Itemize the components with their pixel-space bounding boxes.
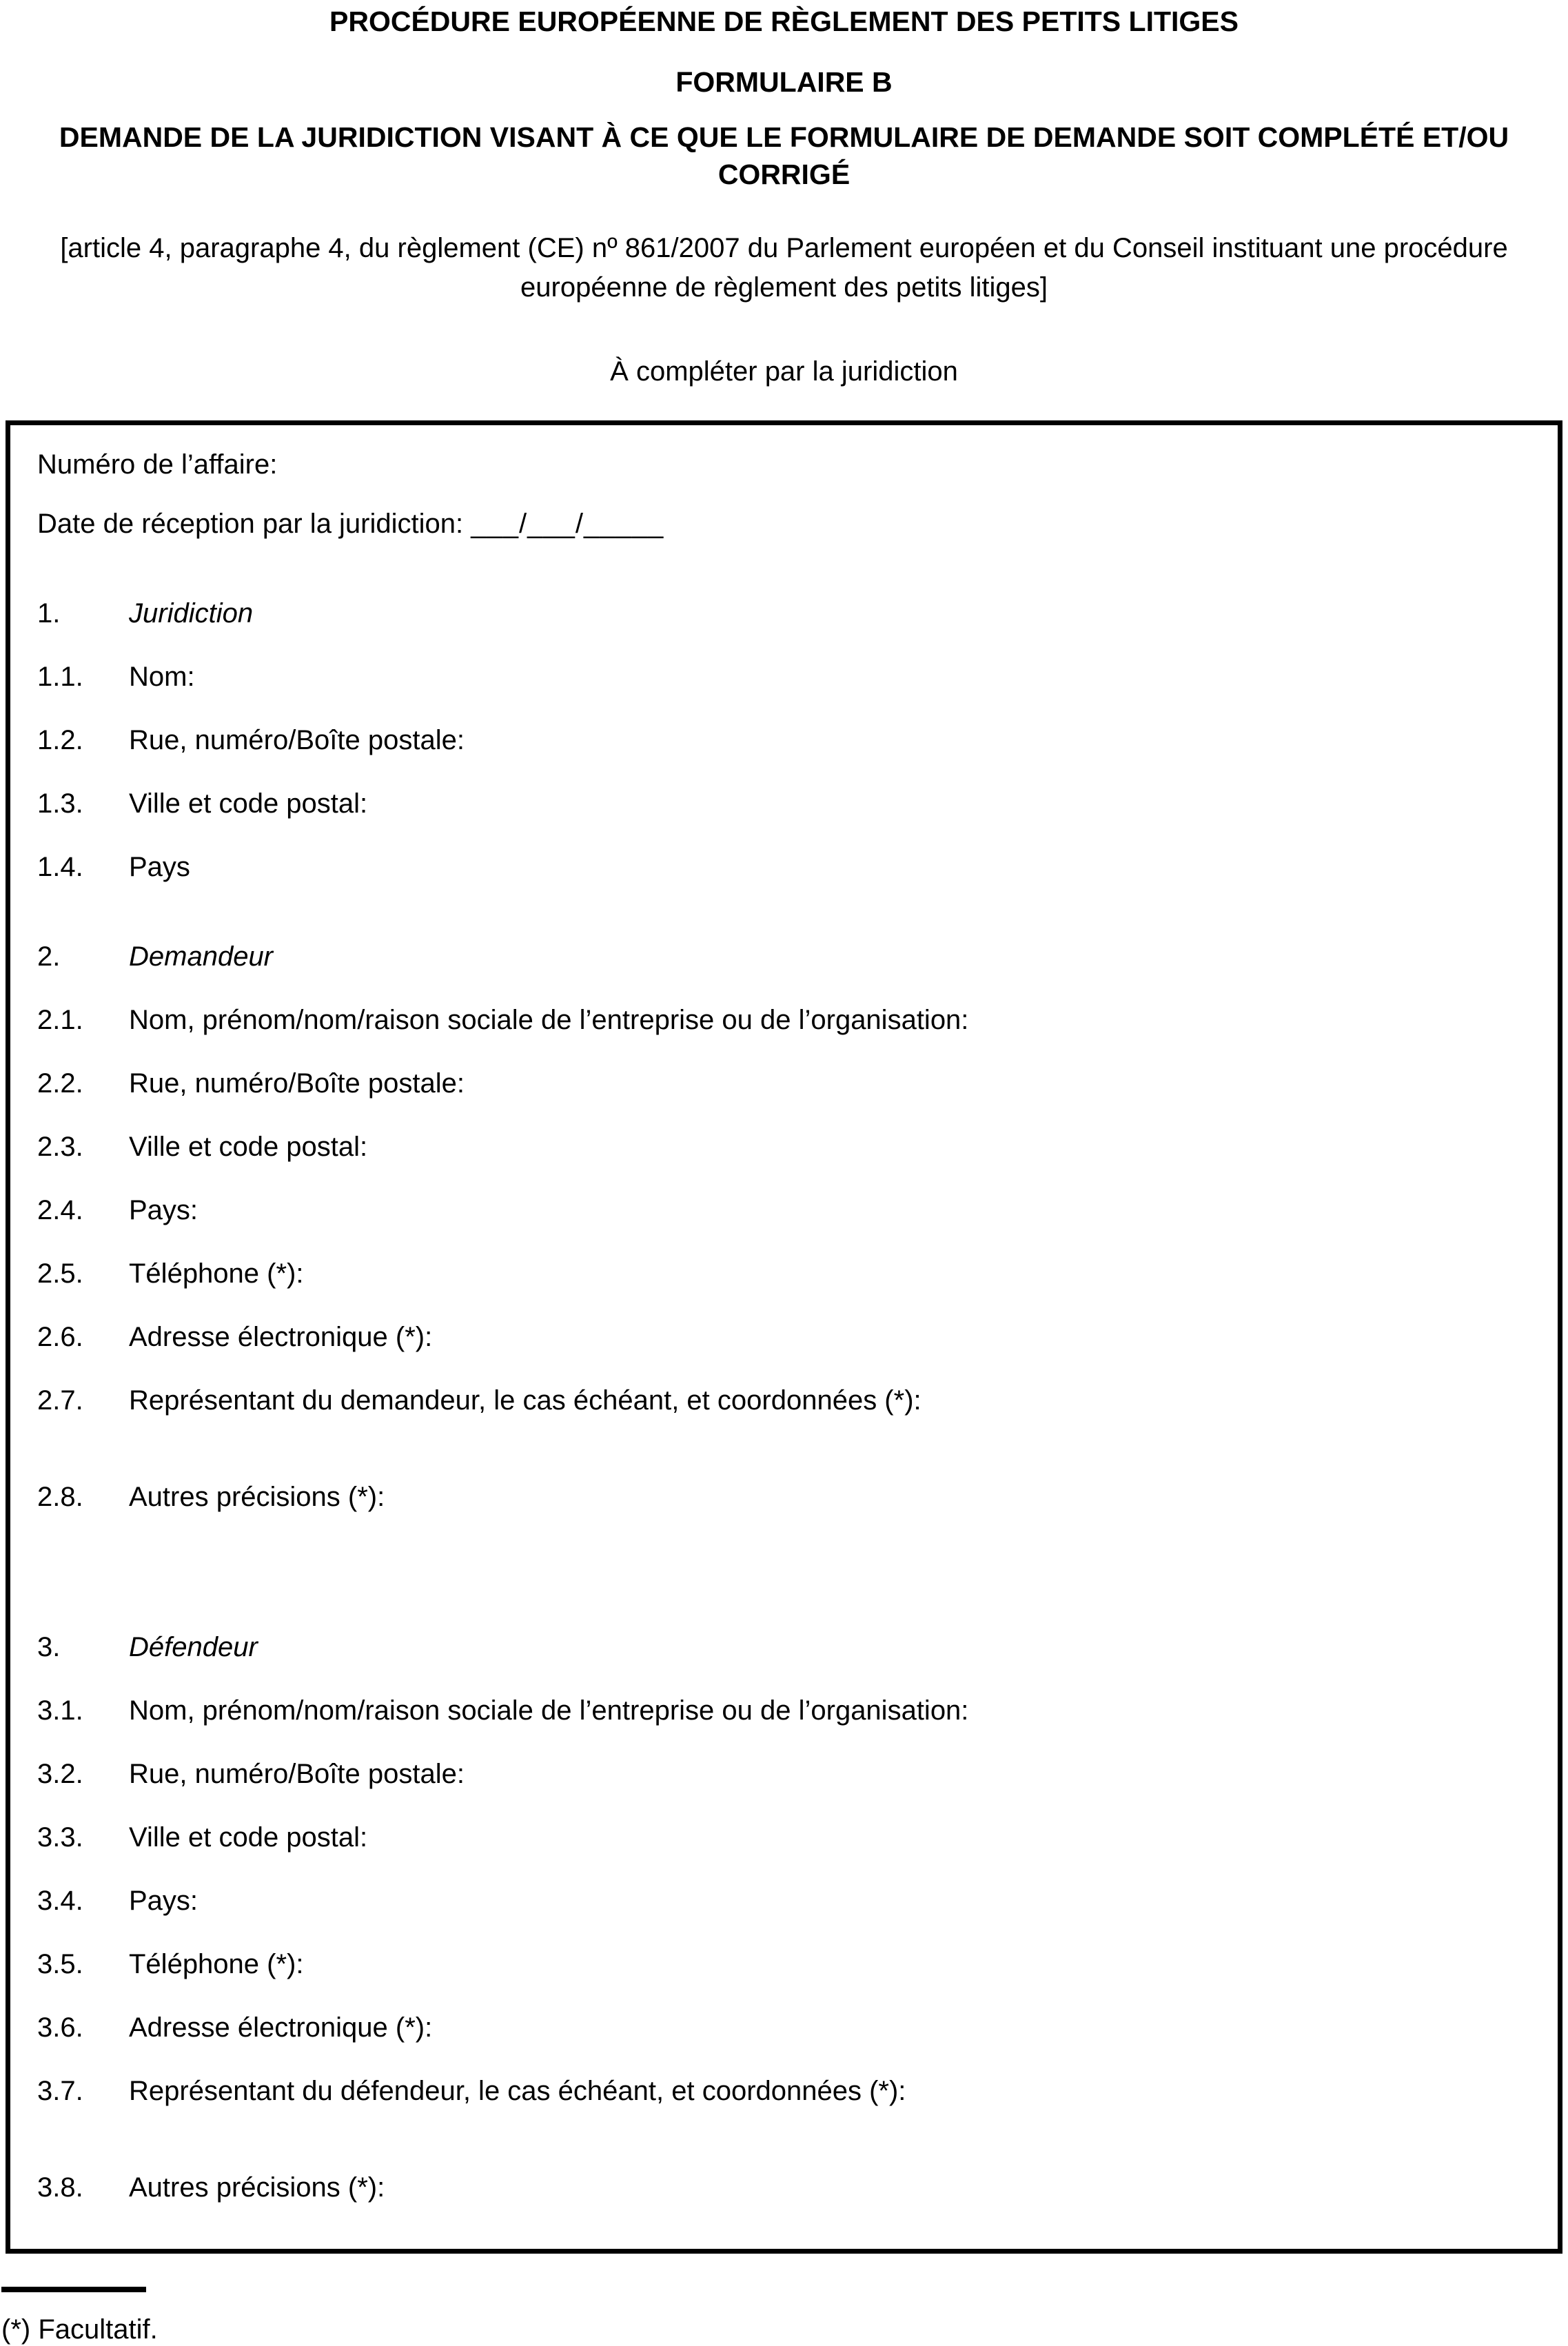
item-label: Adresse électronique (*):: [129, 1322, 433, 1352]
section-label: Demandeur: [129, 941, 274, 972]
form-row: [37, 1130, 1530, 1164]
form-row: [37, 1757, 1530, 1791]
item-number: 3.8.: [37, 2172, 83, 2203]
item-label: Représentant du demandeur, le cas échéant, et coordonnées (*):: [129, 1385, 922, 1416]
item-label: Nom, prénom/nom/raison sociale de l’entreprise ou de l’organisation:: [129, 1695, 969, 1726]
item-label: Représentant du défendeur, le cas échéant, et coordonnées (*):: [129, 2076, 906, 2106]
footnote: [1, 2287, 1568, 2346]
reception-date-line: [37, 507, 1530, 541]
court-instruction: À compléter par la juridiction: [610, 356, 958, 387]
item-label: Adresse électronique (*):: [129, 2012, 433, 2043]
item-label: Téléphone (*):: [129, 1949, 304, 1979]
item-label: Pays:: [129, 1886, 198, 1916]
form-row: [37, 1320, 1530, 1354]
item-number: 2.6.: [37, 1322, 83, 1352]
item-number: 2.4.: [37, 1195, 83, 1225]
item-number: 3.7.: [37, 2076, 83, 2106]
form-name-title: FORMULAIRE B: [675, 66, 893, 98]
form-box: [6, 420, 1562, 2254]
form-row: [37, 1066, 1530, 1101]
reception-date-label: Date de réception par la juridiction:: [37, 509, 464, 539]
form-row: [37, 2074, 1530, 2108]
form-row: [37, 1947, 1530, 1981]
item-label: Pays: [129, 852, 190, 882]
form-row: [37, 850, 1530, 884]
form-row: [37, 786, 1530, 821]
form-row: [37, 723, 1530, 757]
item-label: Nom, prénom/nom/raison sociale de l’entreprise ou de l’organisation:: [129, 1005, 969, 1035]
item-label: Ville et code postal:: [129, 1822, 368, 1853]
item-label: Téléphone (*):: [129, 1258, 304, 1289]
item-label: Nom:: [129, 662, 195, 692]
item-number: 3.3.: [37, 1822, 83, 1853]
section-label: Juridiction: [129, 598, 254, 629]
legal-reference: [article 4, paragraphe 4, du règlement (CE) nº 861/2007 du Parlement européen et du Conseil instituant une procédure européenne de règlement des petits litiges]: [60, 233, 1508, 303]
form-row: [37, 1820, 1530, 1855]
footnote-text: (*) Facultatif.: [1, 2314, 158, 2345]
item-number: 2.: [37, 941, 61, 972]
form-row: [37, 1193, 1530, 1227]
request-title: DEMANDE DE LA JURIDICTION VISANT À CE QUE LE FORMULAIRE DE DEMANDE SOIT COMPLÉTÉ ET/OU CORRIGÉ: [59, 121, 1509, 190]
item-label: Rue, numéro/Boîte postale:: [129, 1068, 465, 1099]
footnote-separator-rule: [1, 2287, 146, 2292]
item-number: 2.1.: [37, 1005, 83, 1035]
item-number: 2.3.: [37, 1132, 83, 1162]
form-row: [37, 660, 1530, 694]
item-label: Pays:: [129, 1195, 198, 1225]
form-row: [37, 1003, 1530, 1037]
case-number-label: Numéro de l’affaire:: [37, 449, 278, 480]
item-number: 1.1.: [37, 662, 83, 692]
item-number: 1.2.: [37, 725, 83, 755]
form-row: [37, 1256, 1530, 1291]
form-row-section-3: [37, 1630, 1530, 1664]
form-row: [37, 1693, 1530, 1728]
item-label: Rue, numéro/Boîte postale:: [129, 725, 465, 755]
item-number: 2.2.: [37, 1068, 83, 1099]
page-title: PROCÉDURE EUROPÉENNE DE RÈGLEMENT DES PETITS LITIGES: [329, 6, 1239, 37]
item-number: 1.: [37, 598, 61, 629]
item-number: 3.: [37, 1632, 61, 1662]
item-number: 3.1.: [37, 1695, 83, 1726]
form-row-section-2: [37, 939, 1530, 974]
item-number: 2.8.: [37, 1482, 83, 1512]
item-label: Autres précisions (*):: [129, 1482, 385, 1512]
item-number: 3.2.: [37, 1759, 83, 1789]
item-number: 1.4.: [37, 852, 83, 882]
item-label: Ville et code postal:: [129, 1132, 368, 1162]
document-header: [0, 4, 1568, 389]
item-number: 3.4.: [37, 1886, 83, 1916]
item-label: Autres précisions (*):: [129, 2172, 385, 2203]
item-number: 2.7.: [37, 1385, 83, 1416]
form-row: [37, 1480, 1530, 1514]
section-label: Défendeur: [129, 1632, 258, 1662]
item-label: Rue, numéro/Boîte postale:: [129, 1759, 465, 1789]
form-row: [37, 1884, 1530, 1918]
reception-date-blank: ___/___/_____: [471, 509, 664, 539]
form-row: [37, 1383, 1530, 1418]
item-number: 3.5.: [37, 1949, 83, 1979]
item-label: Ville et code postal:: [129, 788, 368, 819]
item-number: 3.6.: [37, 2012, 83, 2043]
form-row: [37, 2170, 1530, 2205]
item-number: 2.5.: [37, 1258, 83, 1289]
item-number: 1.3.: [37, 788, 83, 819]
form-row-section-1: [37, 596, 1530, 631]
form-row: [37, 2010, 1530, 2045]
